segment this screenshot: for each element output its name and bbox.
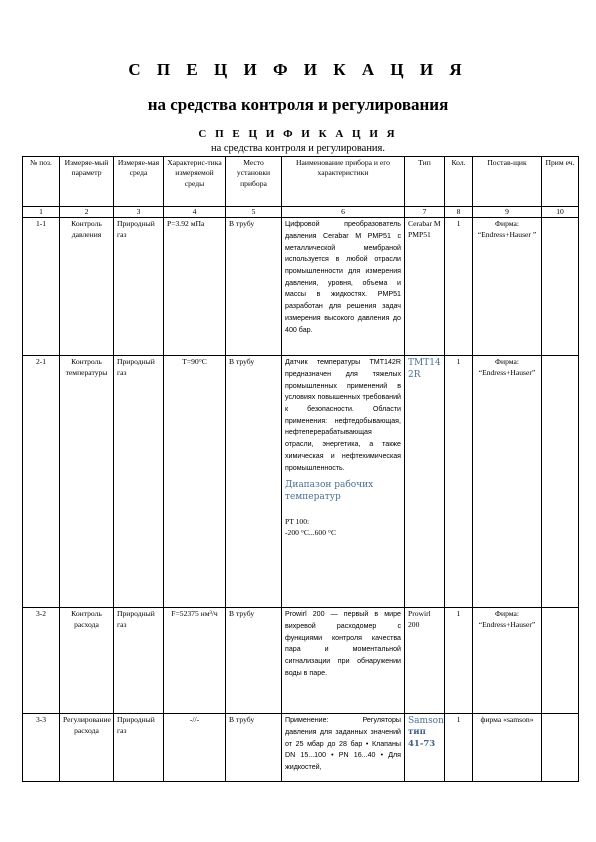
cell-vendor: Фирма: “Endress+Hauser” — [473, 608, 542, 714]
cell-desc — [282, 356, 405, 608]
table-row — [23, 218, 579, 356]
table-row — [23, 714, 579, 782]
cell-pos: 2-1 — [23, 356, 60, 608]
type-model: тип 41-73 — [408, 727, 436, 749]
cell-param: Регулирование расхода — [60, 714, 114, 782]
table-header-row — [23, 157, 579, 207]
header-type: Тип — [405, 157, 445, 207]
desc-range-heading: Диапазон рабочих температур — [285, 480, 374, 502]
cell-qty: 1 — [445, 714, 473, 782]
cell-pos: 3-3 — [23, 714, 60, 782]
column-number: 7 — [405, 207, 445, 218]
cell-pos: 1-1 — [23, 218, 60, 356]
cell-desc: Цифровой преобразователь давления Cerabar M PMP51 с металлической мембраной используется в любой отрасли промышленности для измерения давления, уровня, объема и массы в жидкостях. PMP51 разработан для решения задач измерения высокого давления до 400 бар. — [282, 218, 405, 356]
header-qty: Кол. — [445, 157, 473, 207]
cell-char: Р=3.92 мПа — [164, 218, 226, 356]
cell-desc: Prowirl 200 — первый в мире вихревой расходомер с функциями контроля качества пара и моментальной сигнализации при обнаружении воды в паре. — [282, 608, 405, 714]
cell-type: Cerabar M PMP51 — [405, 218, 445, 356]
cell-type: TMT142R — [405, 356, 445, 608]
cell-qty: 1 — [445, 356, 473, 608]
cell-desc: Применение: Регуляторы давления для заданных значений от 25 мбар до 28 бар • Клапаны DN 15...100 • PN 16...40 • Для жидкостей, — [282, 714, 405, 782]
cell-char: F=52375 нм³/ч — [164, 608, 226, 714]
header-place: Место установки прибора — [226, 157, 282, 207]
header-vendor: Постав-щик — [473, 157, 542, 207]
cell-vendor: Фирма: “Endress+Hauser” — [473, 356, 542, 608]
column-number: 4 — [164, 207, 226, 218]
cell-type — [405, 714, 445, 782]
column-number: 5 — [226, 207, 282, 218]
column-number: 10 — [542, 207, 579, 218]
cell-place: В трубу — [226, 608, 282, 714]
cell-type: Prowirl 200 — [405, 608, 445, 714]
cell-param: Контроль расхода — [60, 608, 114, 714]
cell-vendor: фирма «samson» — [473, 714, 542, 782]
column-number: 3 — [114, 207, 164, 218]
document-subtitle-main: на средства контроля и регулирования. — [210, 143, 386, 154]
column-number-row — [23, 207, 579, 218]
specification-table — [22, 156, 579, 782]
header-medium: Измеряе-мая среда — [114, 157, 164, 207]
cell-note — [542, 608, 579, 714]
cell-medium: Природный газ — [114, 714, 164, 782]
cell-qty: 1 — [445, 608, 473, 714]
cell-medium: Природный газ — [114, 218, 164, 356]
cell-medium: Природный газ — [114, 356, 164, 608]
column-number: 9 — [473, 207, 542, 218]
cell-char: Т=90°С — [164, 356, 226, 608]
column-number: 2 — [60, 207, 114, 218]
cell-note — [542, 218, 579, 356]
header-param: Измеряе-мый параметр — [60, 157, 114, 207]
header-char: Характерис-тика измеряемой среды — [164, 157, 226, 207]
cell-medium: Природный газ — [114, 608, 164, 714]
cell-qty: 1 — [445, 218, 473, 356]
document-subtitle-spaced: С П Е Ц И Ф И К А Ц И Я — [198, 128, 398, 140]
desc-range-value: -200 °C...600 °C — [285, 528, 337, 538]
spacer — [285, 504, 401, 516]
cell-place: В трубу — [226, 714, 282, 782]
header-note: Прим еч. — [542, 157, 579, 207]
cell-place: В трубу — [226, 356, 282, 608]
desc-range-sensor: PT 100: — [285, 516, 310, 526]
cell-note — [542, 714, 579, 782]
cell-place: В трубу — [226, 218, 282, 356]
column-number: 6 — [282, 207, 405, 218]
document-title-spaced: С П Е Ц И Ф И К А Ц И Я — [128, 60, 468, 79]
cell-vendor: Фирма: “Endress+Hauser ” — [473, 218, 542, 356]
type-brand: Samson — [408, 716, 444, 727]
desc-text: Датчик температуры TMT142R предназначен для тяжелых промышленных применений в условиях повышенных требований к безопасности. Области применения: нефтедобывающая, нефтеперерабатывающая отрасли, энергетика, а также химическая и нефтехимическая промышленность. — [285, 358, 401, 472]
cell-param: Контроль давления — [60, 218, 114, 356]
table-row — [23, 356, 579, 608]
cell-pos: 3-2 — [23, 608, 60, 714]
document-title-main: на средства контроля и регулирования — [147, 95, 449, 114]
column-number: 8 — [445, 207, 473, 218]
header-name: Наименование прибора и его характеристики — [282, 157, 405, 207]
cell-char: -//- — [164, 714, 226, 782]
table-row — [23, 608, 579, 714]
column-number: 1 — [23, 207, 60, 218]
cell-param: Контроль температуры — [60, 356, 114, 608]
cell-note — [542, 356, 579, 608]
header-pos: № поз. — [23, 157, 60, 207]
